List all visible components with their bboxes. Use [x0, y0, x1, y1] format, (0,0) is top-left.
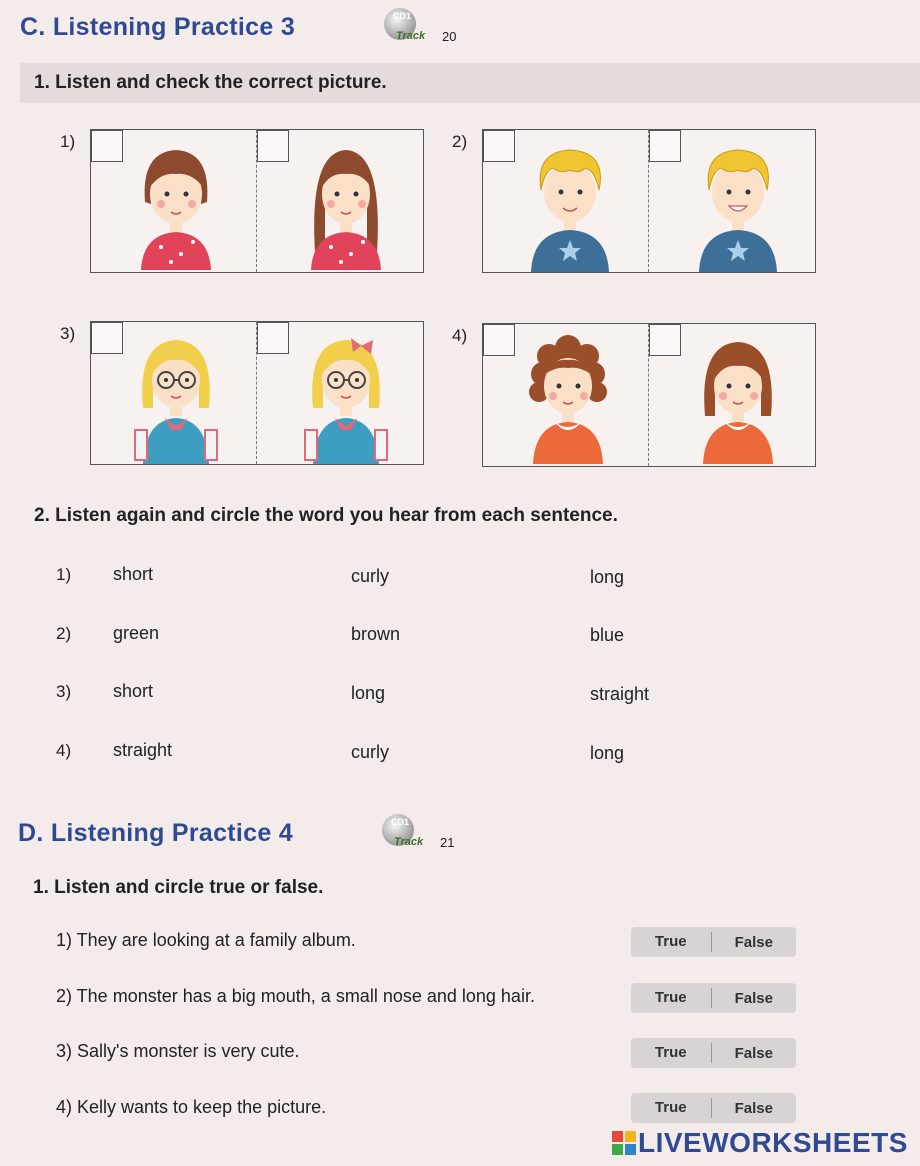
true-option[interactable]: True — [631, 1043, 712, 1063]
checkbox-1a[interactable] — [91, 130, 123, 162]
true-option[interactable]: True — [631, 1098, 712, 1118]
picture-panel-1 — [90, 129, 424, 273]
section-c-title: C. Listening Practice 3 — [20, 13, 296, 41]
word-option[interactable]: short — [113, 564, 154, 584]
checkbox-3a[interactable] — [91, 322, 123, 354]
word-option[interactable]: straight — [113, 740, 173, 760]
track-number: 20 — [442, 29, 457, 44]
cd-track-20 — [384, 8, 474, 48]
track-number: 21 — [440, 835, 455, 850]
item-number-4: 4) — [452, 326, 468, 345]
word-option[interactable]: short — [113, 681, 154, 701]
instruction-c2: 2. Listen again and circle the word you hear from each sentence. — [34, 505, 618, 526]
cd-icon: CD1 — [382, 814, 414, 846]
true-option[interactable]: True — [631, 932, 712, 952]
word-option[interactable]: long — [590, 743, 625, 763]
row-number: 4) — [56, 741, 72, 760]
instruction-d1: 1. Listen and circle true or false. — [33, 877, 324, 898]
word-option[interactable]: blue — [590, 625, 625, 645]
track-label: Track — [394, 836, 424, 848]
liveworksheets-logo — [612, 1126, 908, 1160]
checkbox-4b[interactable] — [649, 324, 681, 356]
checkbox-1b[interactable] — [257, 130, 289, 162]
false-option[interactable]: False — [734, 989, 773, 1007]
word-option[interactable]: brown — [351, 624, 401, 644]
track-label: Track — [396, 30, 426, 42]
girl-long-hair-illustration — [301, 142, 391, 270]
statement-3: 3) Sally's monster is very cute. — [56, 1041, 300, 1061]
statement-1: 1) They are looking at a family album. — [56, 930, 356, 950]
false-option[interactable]: False — [734, 1044, 773, 1062]
section-d-title: D. Listening Practice 4 — [18, 819, 294, 847]
girl-curly-brown-illustration — [523, 334, 613, 464]
true-false-toggle-1 — [631, 927, 796, 957]
word-row-2 — [0, 621, 920, 651]
logo-grid-icon — [612, 1131, 636, 1155]
true-false-toggle-4 — [631, 1093, 796, 1123]
row-number: 2) — [56, 624, 72, 643]
true-option[interactable]: True — [631, 988, 712, 1008]
checkbox-2a[interactable] — [483, 130, 515, 162]
word-row-1 — [0, 562, 920, 592]
word-option[interactable]: long — [590, 567, 625, 587]
checkbox-4a[interactable] — [483, 324, 515, 356]
word-option[interactable]: straight — [590, 684, 650, 704]
item-number-2: 2) — [452, 132, 468, 151]
picture-panel-2 — [482, 129, 816, 273]
picture-panel-3 — [90, 321, 424, 465]
item-number-3: 3) — [60, 324, 76, 343]
girl-glasses-blond-illustration — [131, 330, 221, 464]
true-false-toggle-2 — [631, 983, 796, 1013]
statement-2: 2) The monster has a big mouth, a small nose and long hair. — [56, 986, 535, 1006]
word-option[interactable]: curly — [351, 566, 390, 586]
boy-straight-blond-illustration — [693, 140, 783, 272]
cd-icon: CD1 — [384, 8, 416, 40]
boy-curly-blond-illustration — [525, 140, 615, 272]
word-option[interactable]: long — [351, 683, 386, 703]
instruction-c1: 1. Listen and check the correct picture. — [34, 72, 387, 93]
row-number: 3) — [56, 682, 72, 701]
row-number: 1) — [56, 565, 72, 584]
girl-straight-brown-illustration — [693, 334, 783, 464]
false-option[interactable]: False — [734, 1099, 773, 1117]
statement-4: 4) Kelly wants to keep the picture. — [56, 1097, 327, 1117]
girl-short-hair-illustration — [131, 142, 221, 270]
word-row-4 — [0, 739, 920, 769]
false-option[interactable]: False — [734, 933, 773, 951]
item-number-1: 1) — [60, 132, 76, 151]
word-option[interactable]: green — [113, 623, 160, 643]
logo-text: LIVEWORKSHEETS — [638, 1127, 908, 1158]
word-row-3 — [0, 680, 920, 710]
checkbox-3b[interactable] — [257, 322, 289, 354]
picture-panel-4 — [482, 323, 816, 467]
checkbox-2b[interactable] — [649, 130, 681, 162]
true-false-toggle-3 — [631, 1038, 796, 1068]
cd-track-21 — [382, 814, 472, 854]
girl-glasses-bow-illustration — [301, 330, 391, 464]
word-option[interactable]: curly — [351, 742, 390, 762]
